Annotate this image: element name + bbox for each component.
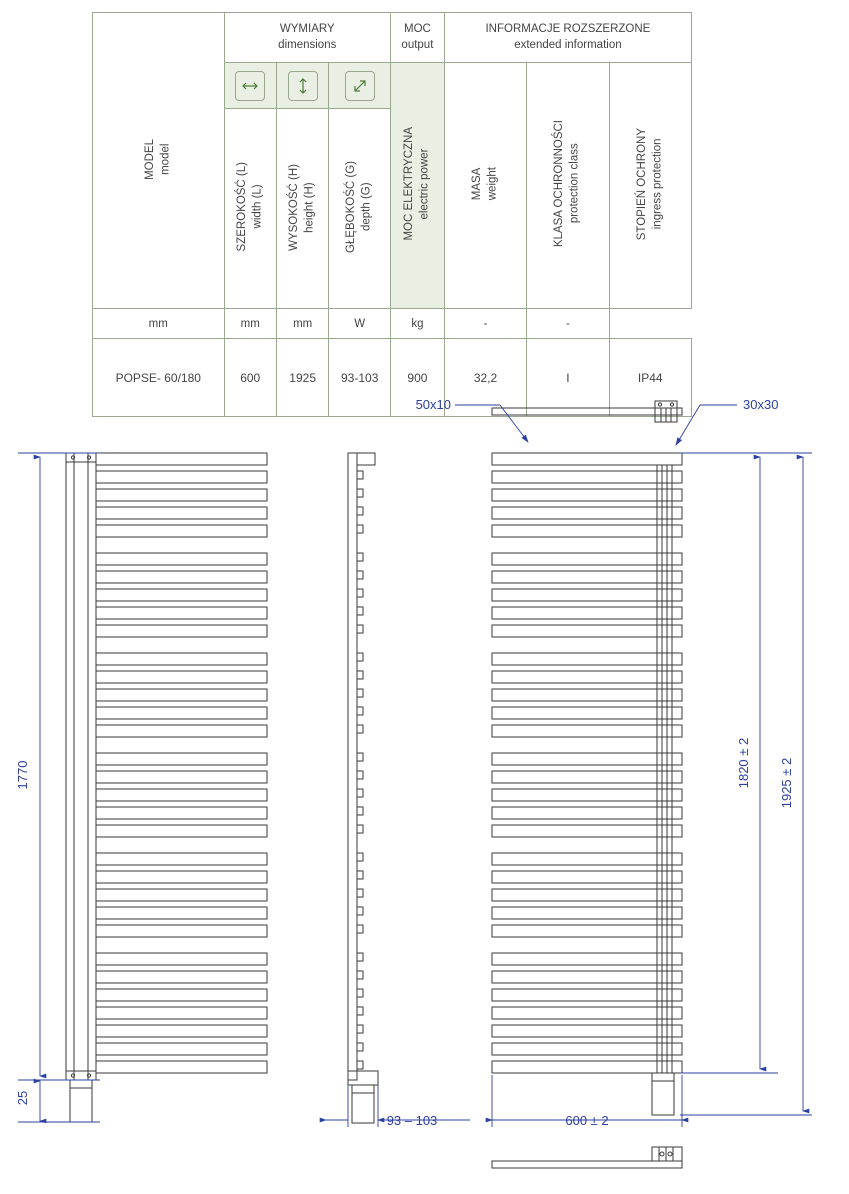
header-ingress-protection <box>609 63 691 309</box>
header-protection-class <box>527 63 609 309</box>
unit-height: mm <box>224 309 276 339</box>
front-view <box>66 453 267 1122</box>
label-profile-30x30: 30x30 <box>743 397 779 412</box>
header-height-en: height (H) <box>303 181 316 233</box>
technical-drawing <box>0 375 849 1194</box>
unit-depth: mm <box>276 309 328 339</box>
unit-ingress-protection: - <box>527 309 609 339</box>
header-model <box>93 13 225 309</box>
group-output-en: output <box>401 38 434 51</box>
header-height <box>276 109 328 309</box>
cell-icon-height <box>276 63 328 109</box>
group-dimensions <box>224 13 391 63</box>
top-detail-view <box>492 401 682 422</box>
header-model-en: model <box>159 143 172 175</box>
bottom-detail-view <box>492 1147 682 1168</box>
cell-icon-width <box>224 63 276 109</box>
rear-view <box>492 453 682 1115</box>
header-ingress-pl: STOPIEŃ OCHRONY <box>635 127 648 241</box>
group-extended-information <box>444 13 691 63</box>
header-protection-class-en: protection class <box>568 144 581 224</box>
header-ingress-en: ingress protection <box>651 138 664 230</box>
label-height-1770: 1770 <box>15 760 30 790</box>
header-depth <box>329 109 391 309</box>
table-units-row <box>93 309 692 339</box>
unit-weight: kg <box>391 309 445 339</box>
cell-width: 600 <box>224 339 276 417</box>
header-power-pl: MOC ELEKTRYCZNA <box>402 127 415 241</box>
cell-model: POPSE- 60/180 <box>93 339 225 417</box>
group-dimensions-en: dimensions <box>278 38 337 51</box>
header-width <box>224 109 276 309</box>
header-depth-en: depth (G) <box>360 182 373 232</box>
label-height-25: 25 <box>15 1090 30 1106</box>
group-extended-en: extended information <box>514 38 622 51</box>
side-view <box>348 453 378 1123</box>
arrow-horizontal-icon <box>235 71 265 101</box>
group-output <box>391 13 445 63</box>
label-height-1820: 1820 ± 2 <box>736 737 751 789</box>
header-weight-en: weight <box>486 167 499 201</box>
header-width-en: width (L) <box>251 184 264 230</box>
cell-icon-depth <box>329 63 391 109</box>
label-width: 600 ± 2 <box>565 1113 609 1128</box>
unit-width: mm <box>93 309 225 339</box>
drawing-canvas <box>0 375 849 1194</box>
unit-protection-class: - <box>444 309 526 339</box>
cell-protection-class: I <box>527 339 609 417</box>
header-weight-pl: MASA <box>470 167 483 201</box>
cell-depth: 93-103 <box>329 339 391 417</box>
group-dimensions-pl: WYMIARY <box>279 22 335 35</box>
cell-power: 900 <box>391 339 445 417</box>
label-profile-50x10: 50x10 <box>415 397 451 412</box>
group-extended-pl: INFORMACJE ROZSZERZONE <box>485 22 651 35</box>
cell-ingress-protection: IP44 <box>609 339 691 417</box>
arrow-diagonal-icon <box>345 71 375 101</box>
header-width-pl: SZEROKOŚĆ (L) <box>235 162 248 252</box>
header-model-pl: MODEL <box>143 138 156 180</box>
group-output-pl: MOC <box>404 22 431 35</box>
label-height-1925: 1925 ± 2 <box>779 757 794 809</box>
header-weight <box>444 63 526 309</box>
header-depth-pl: GŁĘBOKOŚĆ (G) <box>345 160 358 254</box>
cell-weight: 32,2 <box>444 339 526 417</box>
unit-power: W <box>329 309 391 339</box>
arrow-vertical-icon <box>288 71 318 101</box>
label-depth: 93 – 103 <box>386 1113 438 1128</box>
cell-height: 1925 <box>276 339 328 417</box>
specification-table <box>92 12 692 417</box>
header-power-en: electric power <box>418 148 431 220</box>
header-electric-power <box>391 63 445 309</box>
table-group-header-row <box>93 13 692 63</box>
header-height-pl: WYSOKOŚĆ (H) <box>288 163 301 251</box>
header-protection-class-pl: KLASA OCHRONNOŚCI <box>553 120 566 248</box>
